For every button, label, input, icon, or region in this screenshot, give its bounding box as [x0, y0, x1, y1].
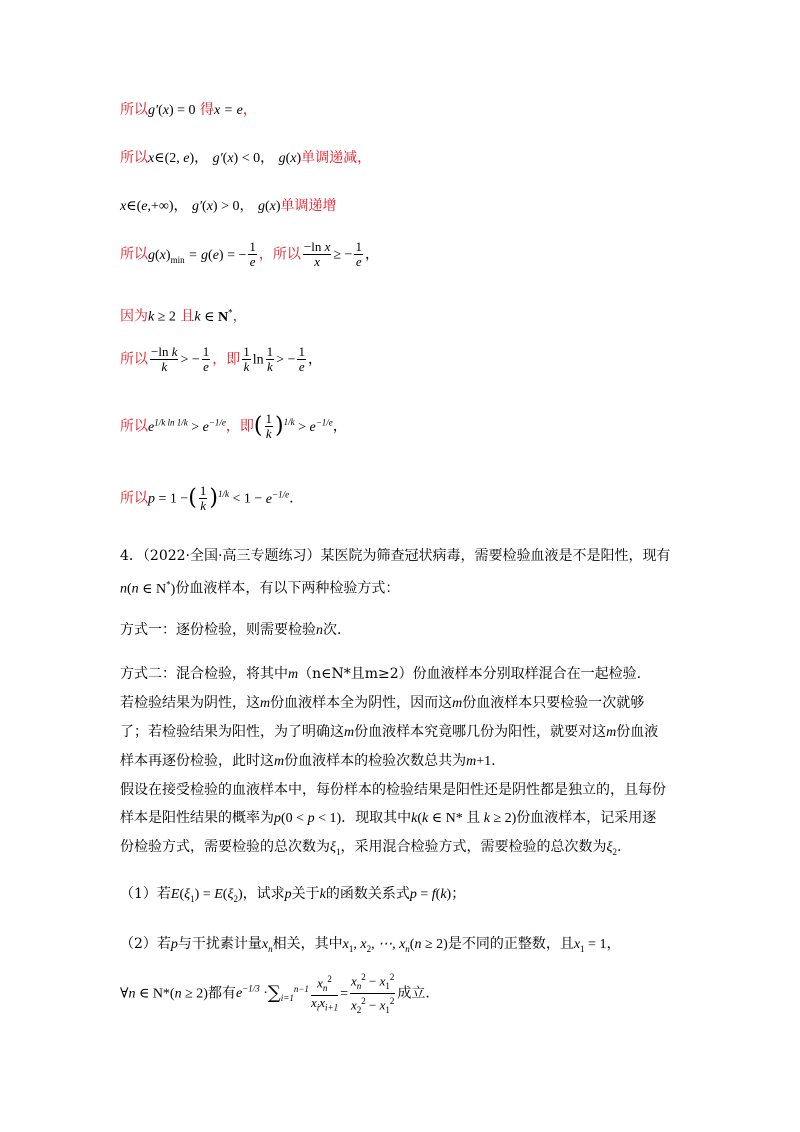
text: 某医院为筛查冠状病毒，需要检验血液是不是阳性，现有 — [320, 548, 671, 564]
solution-line-7: 所以$e^{1/k ln 1/k} > e^{-1/e}$，即( $\frac{1}{k}$ )$^{1/k} > e^{-1/e}$， — [120, 411, 347, 442]
problem-4: 4．（2022·全国·高三专题练习）某医院为筛查冠状病毒，需要检验血液是不是阳性，现有 n(n ∈ N*)份血液样本，有以下两种检验方式： — [120, 548, 671, 597]
text: 假设在接受检验的血液样本中，每份样本的检验结果是阳性还是阴性都是独立的，且每份 — [120, 782, 666, 798]
text: 份检验方式，需要检验的总次数为 — [120, 839, 330, 855]
solution-line-8: 所以p = 1 −( $\frac{1}{k}$ )$^{1/k} < 1 - e^{-1/e}$. — [120, 483, 294, 514]
text: 样本是阳性结果的概率为 — [120, 810, 274, 826]
text: 所以 — [120, 102, 148, 118]
text: 因为 — [120, 308, 148, 325]
text: 且 — [180, 308, 195, 325]
text: （1）若 — [120, 886, 171, 902]
text: （n∈N*且m≥2） — [298, 666, 413, 682]
text: 所以 — [120, 351, 148, 368]
text: 关于 — [291, 886, 320, 902]
text: 得 — [199, 102, 214, 118]
text: 与干扰素计量 — [177, 936, 262, 952]
text: 成立. — [397, 985, 430, 1002]
text: 方式二：混合检验，将其中 — [120, 666, 288, 682]
question-2: （2）若p与干扰素计量$x_n$相关，其中$x_1$, $x_2$, ⋯, $x_n(n \ge 2)$是不同的正整数，且$x_1 = 1$， — [120, 936, 621, 954]
text: 份血液样本分别取样混合在一起检验. — [412, 666, 642, 682]
text: 份血液样本只要检验一次就够 — [462, 695, 645, 711]
assumption: 假设在接受检验的血液样本中，每份样本的检验结果是阳性还是阴性都是独立的，且每份 样本是阳性结果的概率为p(0 < p < 1)．现取其中k(k ∈ N* 且 k ≥ 2)份血液样本，记采用逐 份检验方式，需要检验的总次数为$\xi_1$，采用混合检验方式，需要检验的总次数为$\xi_2$. — [120, 782, 666, 857]
text: 份血液样本，有以下两种检验方式： — [175, 580, 400, 597]
text: 份血液样本全为阴性，因而这 — [270, 695, 453, 711]
text: ，试求 — [242, 886, 285, 902]
text: （2）若 — [120, 936, 171, 952]
text: ，即 — [212, 351, 241, 368]
text: 样本再逐份检验，此时这 — [120, 753, 274, 769]
text: 单调递增 — [280, 198, 337, 214]
text: 份血液样本，记采用逐 — [516, 810, 657, 826]
text: 所以 — [120, 246, 148, 263]
text: 若检验结果为阴性，这 — [120, 695, 260, 711]
text: 所以 — [120, 150, 148, 166]
text: 相关，其中 — [272, 936, 343, 952]
solution-line-3: x∈(e,+∞)， g′(x) > 0， g(x)单调递增 — [120, 198, 337, 214]
method-2: 方式二：混合检验，将其中m（n∈N*且m≥2）份血液样本分别取样混合在一起检验. 若检验结果为阴性，这m份血液样本全为阴性，因而这m份血液样本只要检验一次就够 了；若检验结果为阳性，为了明确这m份血液样本究竟哪几份为阳性，就要对这m份血液 样本再逐份检验，此时这m份血液样本的检验次数总共为m+1. — [120, 666, 659, 769]
text: 方式一：逐份检验，则需要检验 — [120, 622, 316, 638]
text: 所以 — [120, 490, 148, 507]
solution-line-1: 所以g′(x) = 0 得x = e， — [120, 102, 257, 118]
text: 都有 — [207, 985, 236, 1002]
text: 份血液 — [616, 724, 659, 740]
text: 的函数关系式 — [325, 886, 410, 902]
solution-line-4: 所以$g(x)_{min} = g(e)$ = − $\frac{1}{e}$ ，所以 $\frac{\text{−ln x}}{x}$ ≥ − $\frac{1}{e}$ ， — [120, 239, 379, 269]
text: 单调递减， — [301, 150, 372, 166]
text: 份血液样本究竟哪几份为阳性，就要对这 — [354, 724, 607, 740]
problem-number: 4． — [120, 548, 143, 564]
text: ．现取其中 — [341, 810, 412, 826]
text: ，即 — [225, 418, 254, 435]
text: 次. — [323, 622, 342, 638]
text: 是不同的正整数，且 — [447, 936, 574, 952]
text: ，所以 — [258, 246, 301, 263]
text: 份血液样本的检验次数总共为 — [284, 753, 467, 769]
text: 了；若检验结果为阳性，为了明确这 — [120, 724, 344, 740]
solution-line-5: 因为k ≥ 2 且k ∈ N*， — [120, 307, 247, 325]
problem-source: （2022·全国·高三专题练习） — [142, 548, 321, 564]
question-2-formula: ∀n ∈ N*(n ≥ 2)都有$e^{-1/3} \cdot\sum_{i=1}^{n-1}$ $\frac{x_n^2}{x_ix_{i+1}}$ = $\frac{x_n^2 - x_1^2}{x_2^2 - x_1^2}$ 成立. — [120, 972, 430, 1015]
question-1: （1）若$E(\xi_1) = E(\xi_2)$，试求p关于k的函数关系式p = f(k)； — [120, 886, 466, 904]
method-1: 方式一：逐份检验，则需要检验n次. — [120, 622, 342, 638]
solution-line-6: 所以 $\frac{\text{−ln k}}{k}$ > − $\frac{1}{e}$ ，即 $\frac{1}{k}$ ln $\frac{1}{k}$ > − $\frac{1}{e}$ ， — [120, 344, 322, 374]
text: ，采用混合检验方式，需要检验的总次数为 — [340, 839, 607, 855]
solution-line-2: 所以x∈(2, e)， g′(x) < 0， g(x)单调递减， — [120, 150, 372, 166]
text: 所以 — [120, 418, 148, 435]
